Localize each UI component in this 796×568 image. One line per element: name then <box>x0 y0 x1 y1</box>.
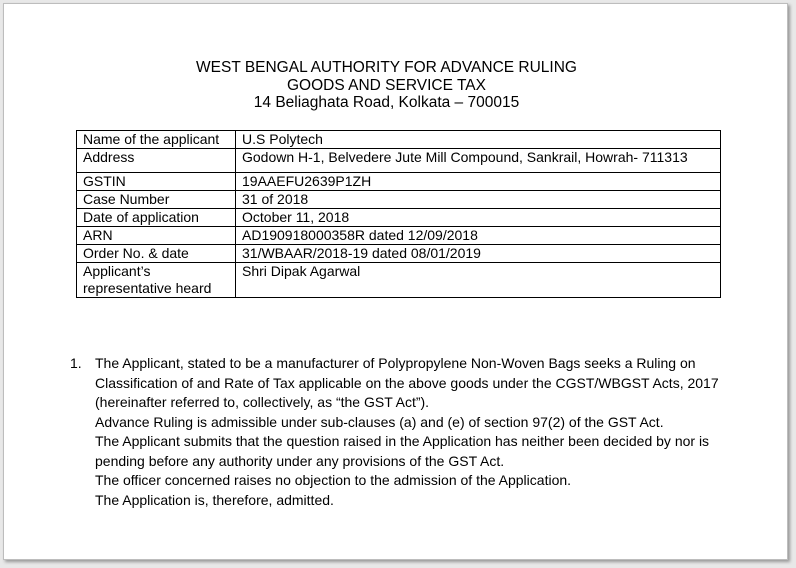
paragraph-sentence: Advance Ruling is admissible under sub-clauses (a) and (e) of section 97(2) of the GST Act. <box>95 413 664 430</box>
row-label: Address <box>77 149 236 173</box>
document-page <box>3 3 788 560</box>
row-label: GSTIN <box>77 173 236 191</box>
row-label: Date of application <box>77 209 236 227</box>
row-value: October 11, 2018 <box>236 209 721 227</box>
authority-name: WEST BENGAL AUTHORITY FOR ADVANCE RULING <box>196 59 577 76</box>
table-row <box>77 149 721 173</box>
case-details-table <box>76 130 721 298</box>
paragraph-sentence: The officer concerned raises no objection to the admission of the Application. <box>95 472 572 488</box>
document-header <box>4 59 769 112</box>
row-label: Case Number <box>77 191 236 209</box>
row-value: 19AAEFU2639P1ZH <box>236 173 721 191</box>
row-label: Name of the applicant <box>77 131 236 149</box>
table-row <box>77 245 721 263</box>
row-value: 31 of 2018 <box>236 191 721 209</box>
row-value: Shri Dipak Agarwal <box>236 263 721 298</box>
paragraph-body <box>95 354 740 510</box>
row-label: Order No. & date <box>77 245 236 263</box>
numbered-paragraph <box>70 354 740 510</box>
paragraph-sentence: The Application is, therefore, admitted. <box>95 491 334 508</box>
row-label: Applicant’s representative heard <box>77 263 236 298</box>
row-value: U.S Polytech <box>236 131 721 149</box>
row-value: Godown H-1, Belvedere Jute Mill Compound, Sankrail, Howrah- 711313 <box>236 149 721 173</box>
table-row <box>77 209 721 227</box>
paragraph-sentence: The Applicant, stated to be a manufacturer of Polypropylene Non-Woven Bags seeks a Ruling on Classification of and Rate of Tax applicable on the above goods under the CGST/WBGST Acts, 2017 (hereinafter referred to, collectively, as “the GST Act”). <box>95 355 719 410</box>
paragraph-sentence: The Applicant submits that the question raised in the Application has neither been decided by nor is pending before any authority under any provisions of the GST Act. <box>95 433 710 469</box>
row-value: AD190918000358R dated 12/09/2018 <box>236 227 721 245</box>
table-row <box>77 263 721 298</box>
row-value: 31/WBAAR/2018-19 dated 08/01/2019 <box>236 245 721 263</box>
row-label: ARN <box>77 227 236 245</box>
table-row <box>77 227 721 245</box>
authority-address: 14 Beliaghata Road, Kolkata – 700015 <box>253 94 520 111</box>
tax-title: GOODS AND SERVICE TAX <box>287 76 486 94</box>
table-row <box>77 131 721 149</box>
paragraph-number: 1. <box>70 355 82 371</box>
table-row <box>77 173 721 191</box>
table-row <box>77 191 721 209</box>
